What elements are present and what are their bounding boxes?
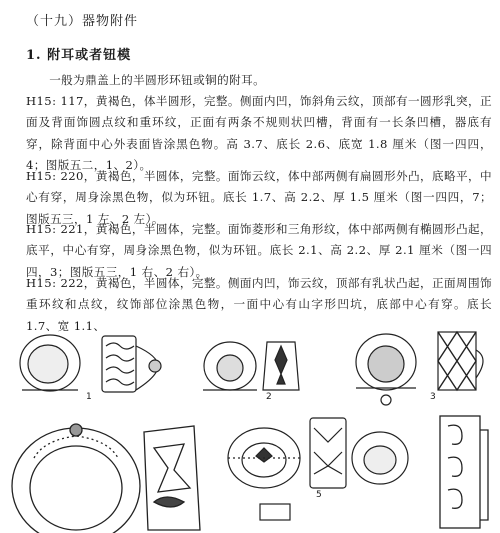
figure-6-drawing (430, 410, 496, 530)
figure-4-drawing (4, 418, 214, 533)
paragraph-intro: 一般为鼎盖上的半圆形环钮或铜的附耳。 (49, 73, 266, 87)
figure-label-3: 3 (430, 392, 436, 402)
paragraph-h15-222: H15: 222，黄褐色，半圆体，完整。侧面内凹，饰云纹，顶部有乳状凸起，正面周围饰重环纹和点纹，纹饰部位涂黑色物，一面中心有山字形凹坑，底部中心有穿。底长 1.7、宽 1.1、 (26, 276, 492, 333)
subsection-title: 1. 附耳或者钮模 (26, 48, 132, 63)
paragraph-h15-117: H15: 117，黄褐色，体半圆形，完整。侧面内凹，饰斜角云纹，顶部有一圆形乳突，正面及背面饰圆点纹和重环纹，正面有两条不规则状凹槽，背面有一长条凹槽，器底有穿，除背面中心外表面皆涂黑色物。高 3.7、底长 2.6、底宽 1.8 厘米（图一四四，4；图版五二，1、2）。 (26, 94, 492, 173)
paragraph-h15-221: H15: 221，黄褐色，半圆体，完整。面饰菱形和三角形纹，体中部两侧有椭圆形凸起，底平，中心有穿，周身涂黑色物，似为环钮。底长 2.1、高 2.2、厚 2.1 厘米（图一四四，3；图版五三，1 右、2 右）。 (26, 222, 492, 279)
figure-5-drawing (220, 408, 420, 523)
figure-label-5: 5 (316, 490, 322, 500)
figure-label-2: 2 (266, 392, 272, 402)
figure-3-drawing (350, 324, 500, 409)
figure-drawings (0, 320, 500, 531)
section-title: （十九）器物附件 (26, 14, 139, 29)
figure-label-1: 1 (86, 392, 92, 402)
figure-1-drawing (10, 328, 180, 403)
paragraph-h15-220: H15: 220，黄褐色，半圆体，完整。面饰云纹，体中部两侧有扁圆形外凸，底略平，中心有穿，周身涂黑色物，似为环钮。底长 1.7、高 2.2、厚 1.5 厘米（图一四四，7；图版五三，1 左、2 左）。 (26, 169, 492, 226)
figure-2-drawing (195, 328, 315, 403)
